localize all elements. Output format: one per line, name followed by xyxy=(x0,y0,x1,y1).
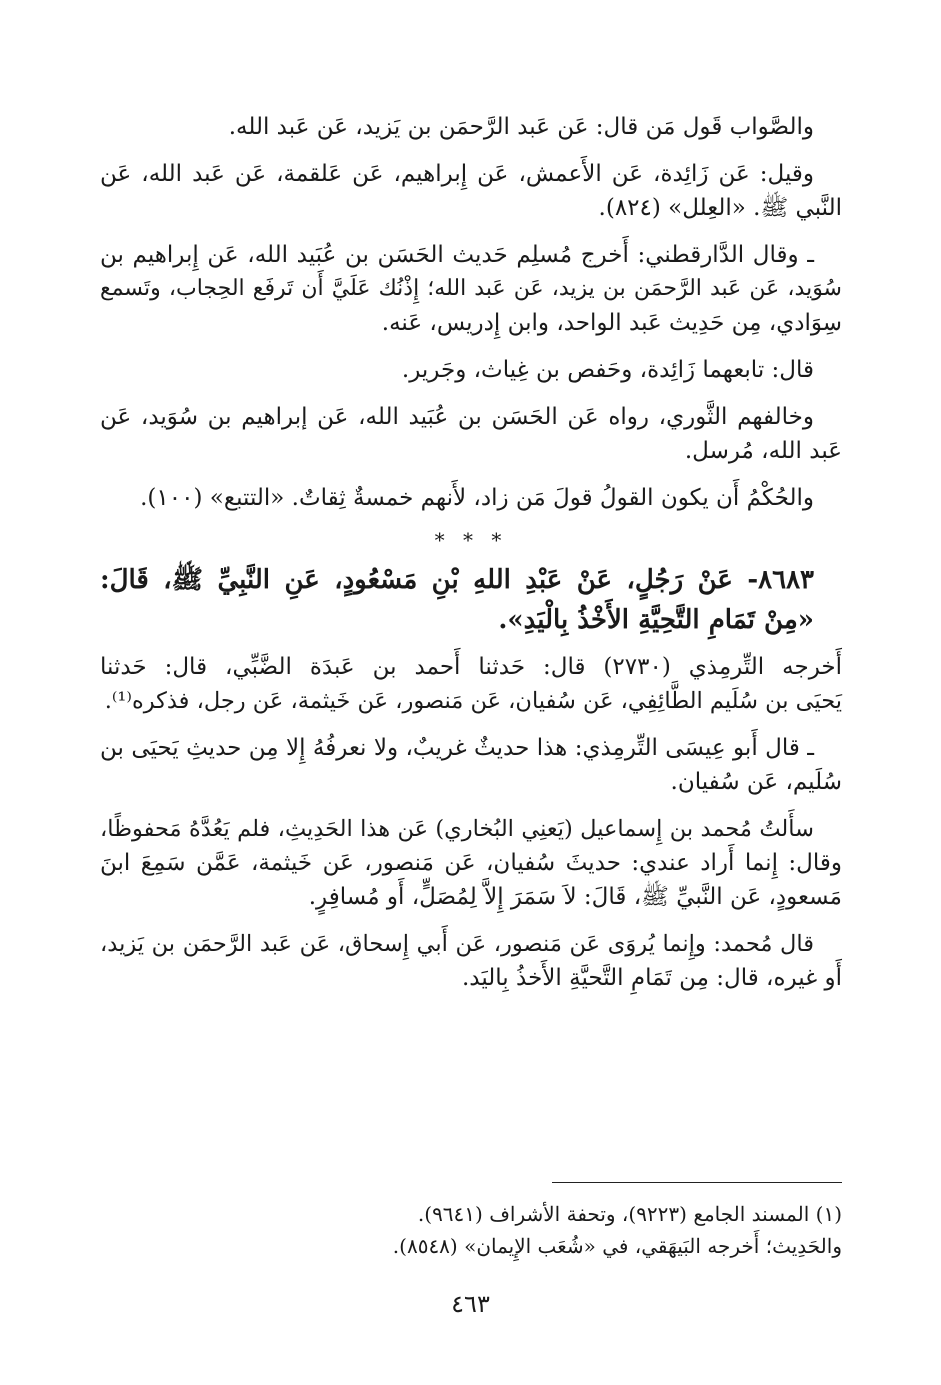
paragraph-daraqutni xyxy=(100,238,842,340)
text-line: يَحيَى بن سُلَيم الطَّائِفِي، عَن سُفيان، عَن مَنصور، عَن خَيثمة، عَن رجل، فذكره⁽¹⁾. xyxy=(104,688,842,714)
paragraph-bukhari-question xyxy=(100,812,842,914)
paragraph-correct-opinion xyxy=(100,110,842,144)
hadith-line: ٨٦٨٣- عَنْ رَجُلٍ، عَنْ عَبْدِ اللهِ بْنِ مَسْعُودٍ، عَنِ النَّبِيِّ ﷺ، قَالَ: xyxy=(100,565,814,595)
text-line: وخالفهم الثَّوري، رواه عَن الحَسَن بن عُبَيد الله، عَن إبراهيم بن سُوَيد، عَن xyxy=(100,404,814,430)
text-line: سِوَادي، مِن حَدِيث عَبد الواحد، وابن إِدريس، عَنه. xyxy=(381,310,842,336)
text-line: سُلَيم، عَن سُفيان. xyxy=(670,769,842,795)
paragraph-tirmidhi-comment xyxy=(100,731,842,799)
text-line: سُوَيد، عَن عَبد الرَّحمَن بن يزيد، عَن عَبد الله؛ إِذْنُك عَلَيَّ أَن تَرفَع الحِجاب، وتَسمع xyxy=(100,276,842,301)
text-line: ـ وقال الدَّارقطني: أَخرج مُسلِم حَديث الحَسَن بن عُبَيد الله، عَن إِبراهيم بن xyxy=(100,242,814,268)
hadith-block xyxy=(100,560,842,640)
paragraph-tirmidhi-takhrij xyxy=(100,650,842,718)
text-line: والحُكْمُ أَن يكون القولُ قولَ مَن زاد، لأَنهم خمسةٌ ثِقاتٌ. «التتبع» (١٠٠). xyxy=(140,485,814,511)
paragraph-judgement xyxy=(100,481,842,515)
footnote-divider xyxy=(552,1182,842,1183)
text-line: وقال: إِنما أَراد عندي: حديثَ سُفيان، عَن مَنصور، عَن خَيثمة، عَمَّن سَمِعَ ابنَ xyxy=(100,850,842,876)
paragraph-other-opinion xyxy=(100,157,842,225)
text-line: سأَلتُ مُحمد بن إِسماعيل (يَعنِي البُخاري) عَن هذا الحَدِيثِ، فلم يَعُدَّهُ مَحفوظًا، xyxy=(100,816,814,842)
main-text xyxy=(100,110,842,1008)
text-line: أَخرجه التِّرمِذي (٢٧٣٠) قال: حَدثنا أَحمد بن عَبدَة الضَّبِّي، قال: حَدثنا xyxy=(100,654,842,680)
paragraph-muhammad-comment xyxy=(100,927,842,995)
text-line: عَبد الله، مُرسل. xyxy=(684,438,842,464)
hadith-line: «مِنْ تَمَامِ التَّحِيَّةِ الأَخْذُ بِالْيَدِ». xyxy=(498,605,814,635)
page-number: ٤٦٣ xyxy=(451,1290,490,1318)
footnote-line: (١) المسند الجامع (٩٢٢٣)، وتحفة الأشراف (٩٦٤١). xyxy=(417,1202,842,1226)
paragraph-thawri xyxy=(100,400,842,468)
text-line: قال: تابعهما زَائِدة، وحَفص بن غِياث، وجَرير. xyxy=(401,357,814,383)
text-line: ـ قال أَبو عِيسَى التِّرمِذي: هذا حديثٌ غريبٌ، ولا نعرفُهُ إِلا مِن حديثِ يَحيَى بن xyxy=(100,735,814,761)
text-line: مَسعودٍ، عَن النَّبيِّ ﷺ، قَالَ: لاَ سَمَرَ إِلاَّ لِمُصَلٍّ، أَو مُسافِرٍ. xyxy=(308,884,842,910)
text-line: والصَّواب قَول مَن قال: عَن عَبد الرَّحمَن بن يَزيد، عَن عَبد الله. xyxy=(228,114,814,140)
text-line: قال مُحمد: وإِنما يُروَى عَن مَنصور، عَن أَبي إِسحاق، عَن عَبد الرَّحمَن بن يَزيد، xyxy=(100,931,814,957)
footnote-line: والحَدِيث؛ أَخرجه البَيهَقي، في «شُعَب الإِيمان» (٨٥٤٨). xyxy=(392,1234,842,1258)
footnotes xyxy=(260,1198,842,1262)
text-line: النَّبي ﷺ. «العِلل» (٨٢٤). xyxy=(598,195,842,221)
paragraph-followers xyxy=(100,353,842,387)
text-line: وقيل: عَن زَائِدة، عَن الأَعمش، عَن إِبراهيم، عَن عَلقمة، عَن عَبد الله، عَن xyxy=(100,161,814,187)
text-line: أَو غيره، قال: مِن تَمَامِ التَّحيَّةِ الأَخذُ بِاليَد. xyxy=(461,965,842,991)
section-separator: * * * xyxy=(434,528,508,552)
